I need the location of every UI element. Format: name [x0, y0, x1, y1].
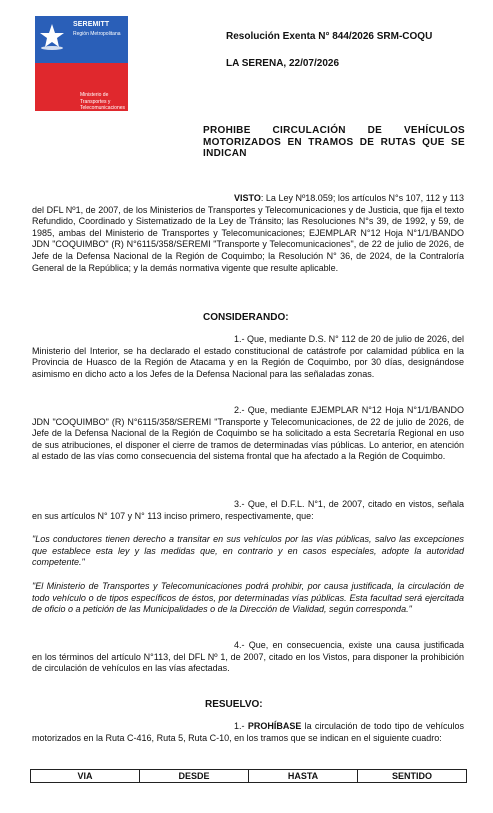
- document-title: PROHIBE CIRCULACIÓN DE VEHÍCULOS MOTORIZADOS EN TRAMOS DE RUTAS QUE SE INDICAN: [203, 125, 465, 159]
- resolution-number: Resolución Exenta N° 844/2026 SRM-COQU: [226, 31, 433, 42]
- table-header-row: [31, 770, 467, 783]
- logo-title: SEREMITT: [73, 21, 110, 28]
- considerando-paragraph-2: [32, 405, 464, 463]
- logo-ministry: Ministerio de Transportes y Telecomunicaciones: [80, 92, 126, 111]
- column-header-desde: DESDE: [140, 770, 249, 783]
- quote-article-107: "Los conductores tienen derecho a transitar en sus vehículos por las vías públicas, salvo las excepciones que establece esta ley y las medidas que, en contrario y en casos especiales, adopte la autoridad competente.": [32, 534, 464, 568]
- logo-region: Región Metropolitana: [73, 31, 121, 37]
- resuelvo-verb: PROHÍBASE: [247, 721, 302, 731]
- considerando-paragraph-4: [32, 640, 464, 675]
- column-header-via: VIA: [31, 770, 140, 783]
- resuelvo-text: la circulación de todo tipo de vehículos motorizados en la Ruta C-416, Ruta 5, Ruta C-10, en los tramos que se indican en el siguiente cuadro:: [32, 721, 464, 743]
- resuelvo-number: 1.-: [234, 721, 248, 731]
- considerando-heading: CONSIDERANDO:: [203, 312, 289, 323]
- quote-article-113: "El Ministerio de Transportes y Telecomunicaciones podrá prohibir, por causa justificada, la circulación de todo vehículo o de tipos específicos de éstos, por determinadas vías públicas. Esta facultad será ejercitada de oficio o a petición de las Municipalidades o de la Dirección de Vialidad, según corresponda.": [32, 581, 464, 615]
- place-date: LA SERENA, 22/07/2026: [226, 58, 340, 69]
- seremitt-logo: [35, 16, 128, 111]
- visto-label: VISTO: [234, 193, 261, 203]
- considerando-text-3: 3.- Que, el D.F.L. N°1, de 2007, citado en vistos, señala en sus artículos N° 107 y N° 113 inciso primero, respectivamente, que:: [32, 499, 464, 521]
- visto-text: : La Ley Nº18.059; los artículos N°s 107, 112 y 113 del DFL Nº1, de 2007, de los Ministerios de Transportes y Telecomunicaciones y de Justicia, que fija el texto Refundido, Coordinado y Sistematizado de la Ley de Tránsito; las Resoluciones N°s 39, de 1992, y 59, de 1985, ambas del Ministerio de Transportes y Telecomunicaciones; EJEMPLAR N°12 Hoja N°1/1/BANDO JDN "COQUIMBO" (R) N°6115/358/SEREMI "Transporte y Telecomunicaciones", de 22 de julio de 2026, de Jefe de la Defensa Nacional de la Región de Coquimbo; la Resolución N° 36, de 2024, de la Contraloría General de la República; y la demás normativa vigente que resulte aplicable.: [32, 193, 464, 273]
- routes-table: [30, 769, 467, 783]
- column-header-hasta: HASTA: [249, 770, 358, 783]
- column-header-sentido: SENTIDO: [358, 770, 467, 783]
- visto-paragraph: [32, 193, 464, 274]
- chile-coat-of-arms-icon: [37, 21, 67, 51]
- considerando-text-2: 2.- Que, mediante EJEMPLAR N°12 Hoja N°1/1/BANDO JDN "COQUIMBO" (R) N°6115/358/SEREMI "Transporte y Telecomunicaciones, de 22 de julio de 2026, de Jefe de la Defensa Nacional de la Región de Coquimbo se ha solicitado a esta Secretaría Regional en uso de sus atribuciones, el disponer el cierre de tramos de determinadas vías públicas. Lo anterior, en atención al estado de las vías como consecuencia del sistema frontal que ha afectado a la Región de Coquimbo.: [32, 405, 464, 462]
- resuelvo-paragraph-1: [32, 721, 464, 744]
- considerando-text-4: 4.- Que, en consecuencia, existe una causa justificada en los términos del artículo N°113, del DFL Nº 1, de 2007, citado en los Vistos, para disponer la prohibición de circulación de vehículos en las vías afectadas.: [32, 640, 464, 674]
- resuelvo-heading: RESUELVO:: [205, 699, 263, 710]
- considerando-paragraph-3: [32, 499, 464, 522]
- considerando-text-1: 1.- Que, mediante D.S. N° 112 de 20 de julio de 2026, del Ministerio del Interior, se ha declarado el estado constitucional de catástrofe por calamidad pública en la Provincia de Huasco de la Región de Atacama y en la Región de Coquimbo, por 30 días, designándose asimismo en dicho acto a los Jefes de la Defensa Nacional para las señaladas zonas.: [32, 334, 464, 379]
- considerando-paragraph-1: [32, 334, 464, 380]
